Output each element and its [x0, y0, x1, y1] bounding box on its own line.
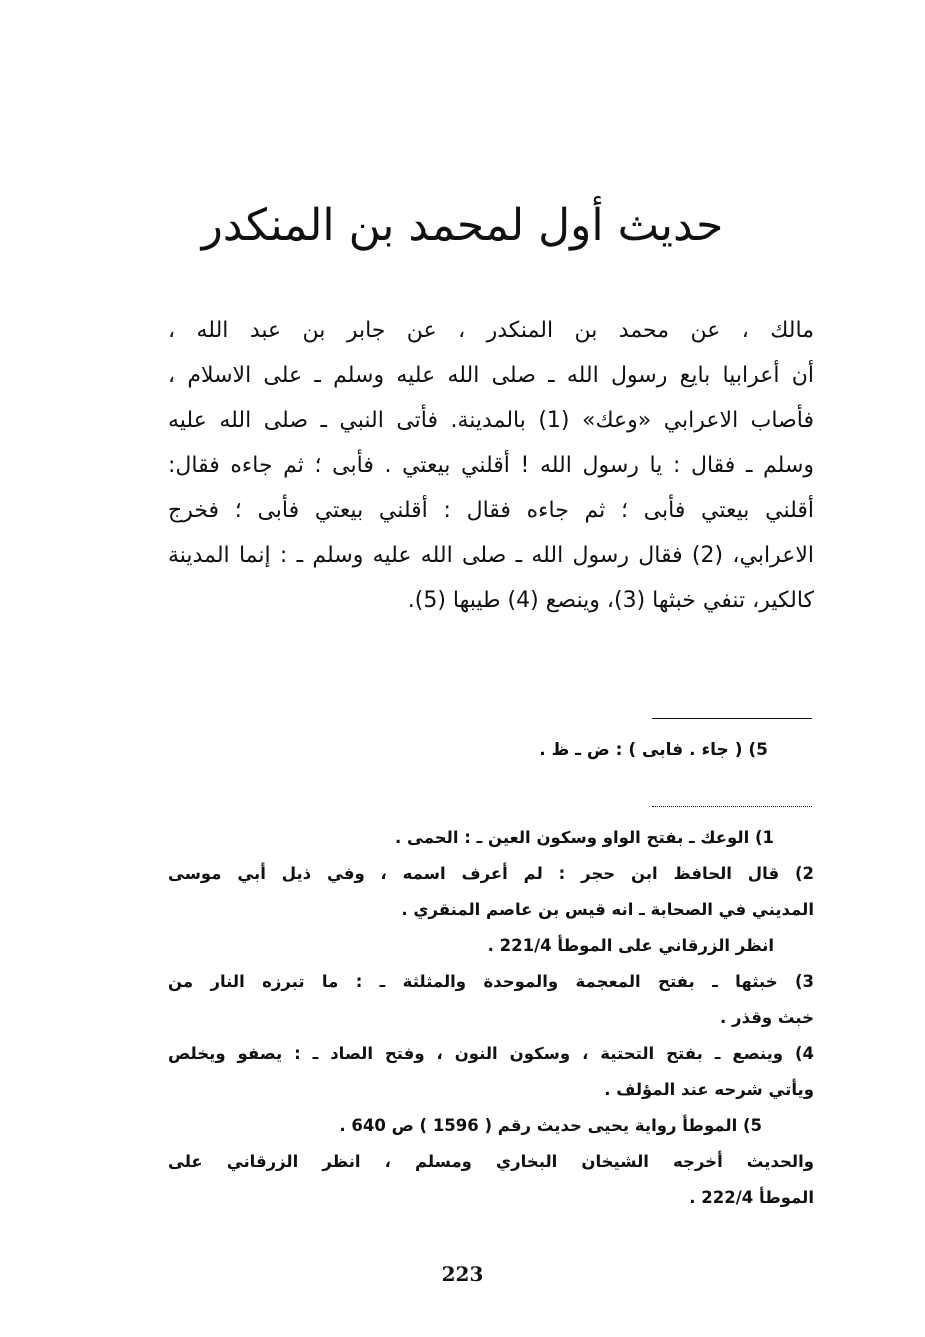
body-line: كالكير، تنفي خبثها (3)، وينصع (4) طيبها (5). — [407, 588, 814, 613]
footnote-line: والحديث أخرجه الشيخان البخاري ومسلم ، انظر الزرقاني على — [168, 1152, 814, 1171]
body-line: فأصاب الاعرابي «وعك» (1) بالمدينة. فأتى النبي ـ صلى الله عليه — [168, 408, 814, 433]
footnote-line: 3) خبثها ـ بفتح المعجمة والموحدة والمثلثة ـ : ما تبرزه النار من — [168, 972, 814, 991]
footnote-line: خبث وقذر . — [720, 1008, 814, 1027]
body-line: أن أعرابيا بايع رسول الله ـ صلى الله عليه وسلم ـ على الاسلام ، — [168, 363, 814, 388]
footnote-line: الموطأ 222/4 . — [689, 1188, 814, 1207]
footnote-line: المديني في الصحابة ـ انه قيس بن عاصم المنقري . — [401, 900, 814, 919]
footnotes — [168, 820, 814, 1216]
hadith-text — [168, 308, 814, 623]
dotted-separator — [652, 806, 812, 807]
body-line: وسلم ـ فقال : يا رسول الله ! أقلني بيعتي . فأبى ؛ ثم جاءه فقال: — [168, 453, 814, 478]
body-line: أقلني بيعتي فأبى ؛ ثم جاءه فقال : أقلني بيعتي فأبى ؛ فخرج — [168, 498, 814, 523]
chapter-title: حديث أول لمحمد بن المنكدر — [201, 200, 724, 251]
footnote-line: 2) قال الحافظ ابن حجر : لم أعرف اسمه ، وفي ذيل أبي موسى — [168, 864, 814, 883]
body-line: الاعرابي، (2) فقال رسول الله ـ صلى الله عليه وسلم ـ : إنما المدينة — [168, 543, 814, 568]
footnote-line: ويأتي شرحه عند المؤلف . — [604, 1080, 814, 1099]
page-number: 223 — [441, 1262, 484, 1286]
body-line: مالك ، عن محمد بن المنكدر ، عن جابر بن عبد الله ، — [168, 318, 814, 343]
footnote-line: 4) وينصع ـ بفتح التحتية ، وسكون النون ، وفتح الصاد ـ : يصفو ويخلص — [168, 1044, 814, 1063]
variant-note: 5) ( جاء . فابى ) : ض ـ ظ . — [539, 740, 768, 760]
footnote-separator — [652, 718, 812, 719]
footnote-line: 1) الوعك ـ بفتح الواو وسكون العين ـ : الحمى . — [394, 828, 774, 847]
footnote-line: 5) الموطأ رواية يحيى حديث رقم ( 1596 ) ص 640 . — [339, 1116, 762, 1135]
footnote-line: انظر الزرقاني على الموطأ 221/4 . — [487, 936, 774, 955]
